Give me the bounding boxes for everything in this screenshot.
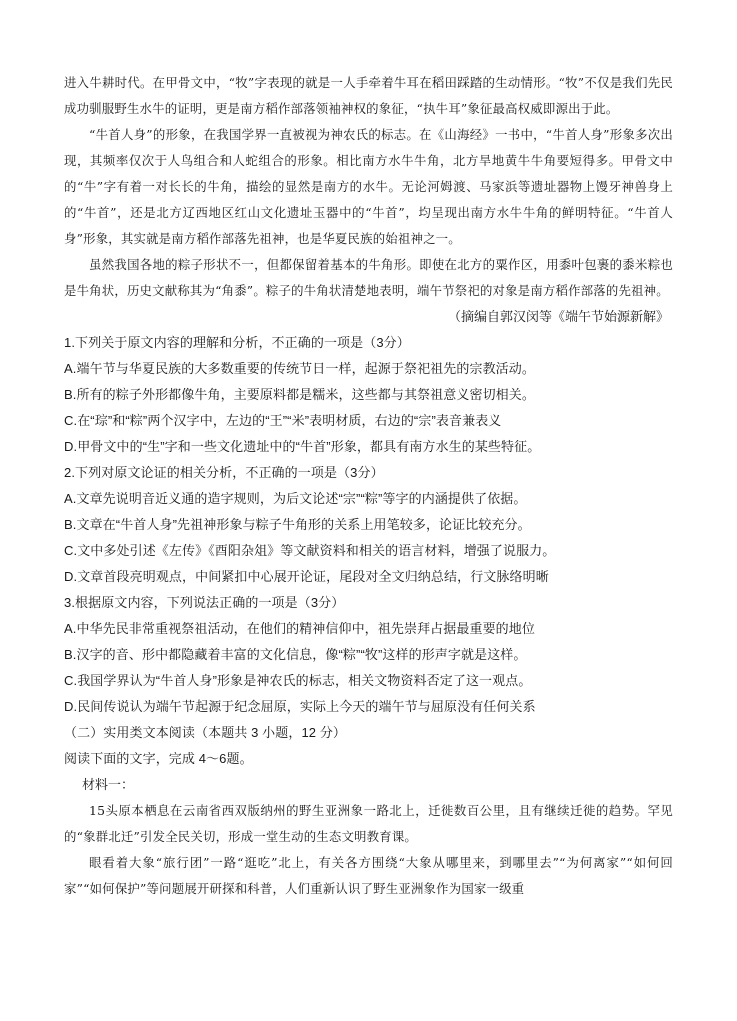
material-paragraph: 眼看着大象“旅行团”一路“逛吃”北上，有关各方围绕“大象从哪里来，到哪里去”“为何离家”“如何回家”“如何保护”等问题展开研探和科普，人们重新认识了野生亚洲象作为国家一级重: [64, 855, 673, 896]
answer-option: A.文章先说明音近义通的造字规则，为后文论述“宗”“粽”等字的内涵提供了依据。: [64, 491, 527, 506]
material-label: 材料一：: [82, 777, 135, 792]
answer-option: D.民间传说认为端午节起源于纪念屈原，实际上今天的端午节与屈原没有任何关系: [64, 699, 536, 714]
answer-option: A.端午节与华夏民族的大多数重要的传统节日一样，起源于祭祀祖先的宗教活动。: [64, 361, 535, 376]
answer-option: A.中华先民非常重视祭祖活动，在他们的精神信仰中，祖先崇拜占据最重要的地位: [64, 621, 535, 636]
answer-option: B.汉字的音、形中都隐藏着丰富的文化信息，像“粽”“牧”这样的形声字就是这样。: [64, 647, 527, 662]
answer-option: D.文章首段亮明观点，中间紧扣中心展开论证，尾段对全文归纳总结，行文脉络明晰: [64, 569, 549, 584]
material-paragraph: 15头原本栖息在云南省西双版纳州的野生亚洲象一路北上，迁徙数百公里，且有继续迁徙的趋势。罕见的“象群北迁”引发全民关切，形成一堂生动的生态文明教育课。: [64, 803, 673, 844]
passage-paragraph: 虽然我国各地的粽子形状不一，但都保留着基本的牛角形。即使在北方的粟作区，用黍叶包裹的黍米粽也是牛角状，历史文献称其为“角黍”。粽子的牛角状清楚地表明，端午节祭祀的对象是南方稻作部落的先祖神。: [64, 257, 673, 298]
passage-paragraph: “牛首人身”的形象，在我国学界一直被视为神农氏的标志。在《山海经》一书中，“牛首人身”形象多次出现，其频率仅次于人鸟组合和人蛇组合的形象。相比南方水牛牛角，北方旱地黄牛牛角要短得多。甲骨文中的“牛”字有着一对长长的牛角，描绘的显然是南方的水牛。无论河姆渡、马家浜等遗址器物上馒牙神兽身上的“牛首”，还是北方辽西地区红山文化遗址玉器中的“牛首”，均呈现出南方水牛牛角的鲜明特征。“牛首人身”形象，其实就是南方稻作部落先祖神，也是华夏民族的始祖神之一。: [64, 127, 673, 246]
answer-option: B.所有的粽子外形都像牛角，主要原料都是糯米，这些都与其祭祖意义密切相关。: [64, 387, 535, 402]
section-instruction: 阅读下面的文字，完成 4～6题。: [64, 751, 253, 766]
question-stem: 2.下列对原文论证的相关分析，不正确的一项是（3分）: [64, 465, 384, 480]
section-heading: （二）实用类文本阅读（本题共 3 小题，12 分）: [64, 725, 347, 740]
question-stem: 3.根据原文内容，下列说法正确的一项是（3分）: [64, 595, 345, 610]
answer-option: C.我国学界认为“牛首人身”形象是神农氏的标志，相关文物资料否定了这一观点。: [64, 673, 532, 688]
question-stem: 1.下列关于原文内容的理解和分析，不正确的一项是（3分）: [64, 335, 410, 350]
answer-option: D.甲骨文中的“生”字和一些文化遗址中的“牛首”形象，都具有南方水生的某些特征。: [64, 439, 541, 454]
answer-option: B.文章在“牛首人身”先祖神形象与粽子牛角形的关系上用笔较多，论证比较充分。: [64, 517, 531, 532]
answer-option: C.文中多处引述《左传》《酉阳杂俎》等文献资料和相关的语言材料，增强了说服力。: [64, 543, 556, 558]
passage-source: （摘编自郭汉闵等《端午节始源新解》: [447, 309, 669, 324]
passage-paragraph: 进入牛耕时代。在甲骨文中，“牧”字表现的就是一人手牵着牛耳在稻田踩踏的生动情形。“牧”不仅是我们先民成功驯服野生水牛的证明，更是南方稻作部落领袖神权的象征，“执牛耳”象征最高权威即源出于此。: [64, 75, 673, 116]
answer-option: C.在“琮”和“粽”两个汉字中，左边的“王”“米”表明材质，右边的“宗”表音兼表义: [64, 413, 502, 428]
